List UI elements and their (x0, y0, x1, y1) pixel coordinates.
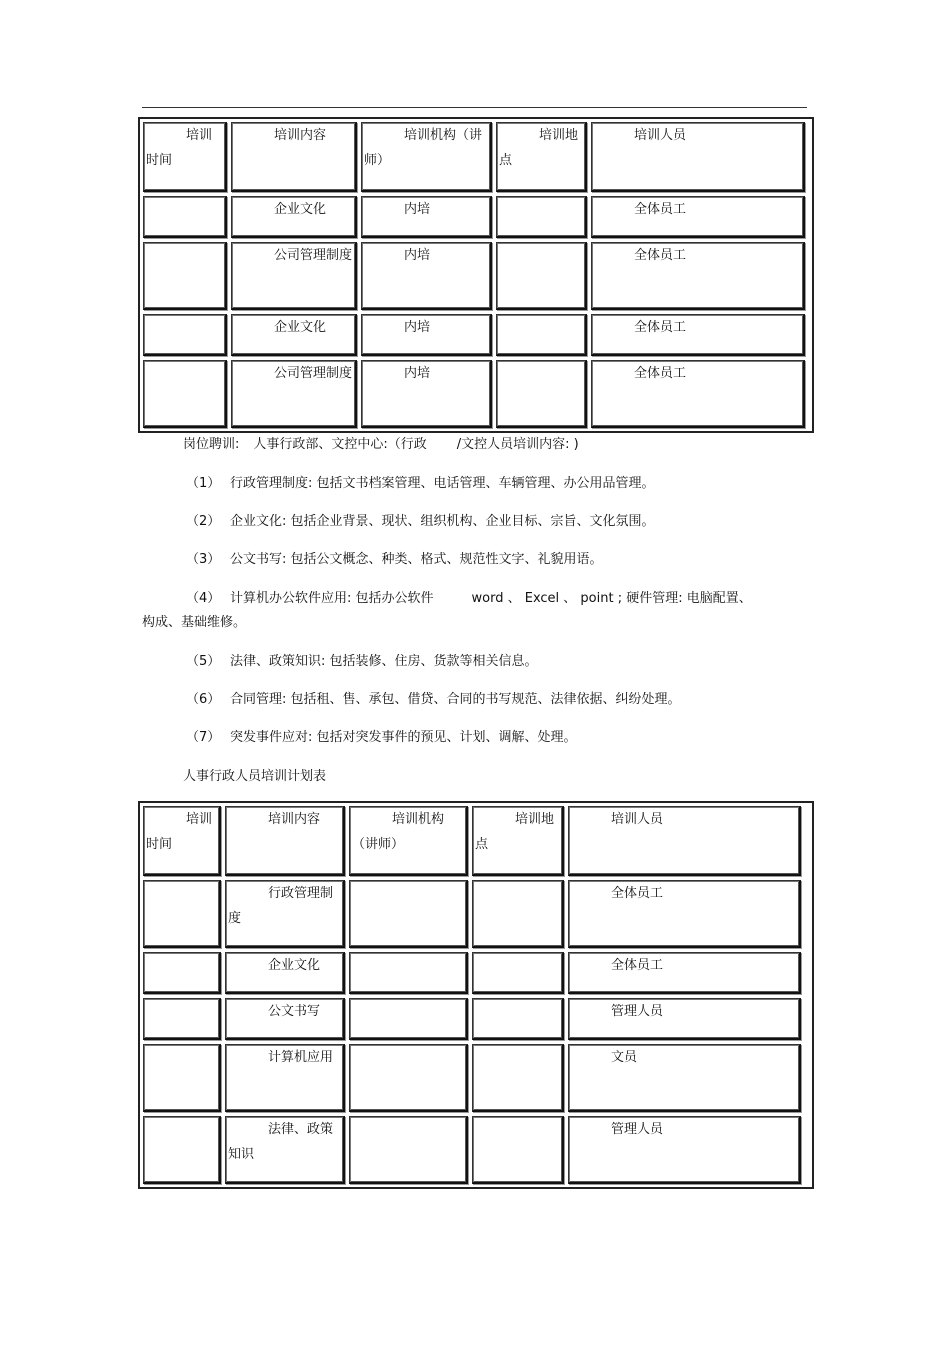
cell-time (143, 242, 227, 310)
header-cell-place: 培训地点 (472, 806, 564, 876)
table-row (141, 358, 811, 430)
cell-staff: 文员 (568, 1044, 801, 1112)
header-cell-org: 培训机构（讲师） (349, 806, 468, 876)
heading-part-b: 人事行政部、文控中心:（行政 (253, 437, 427, 452)
cell-content: 企业文化 (225, 952, 345, 994)
cell-org (349, 880, 468, 948)
top-rule (142, 107, 807, 108)
header-cell-time: 培训时间 (143, 806, 221, 876)
section-heading (183, 433, 579, 457)
header-cell-org: 培训机构（讲师） (361, 122, 492, 192)
header-cell-content: 培训内容 (225, 806, 345, 876)
table-row (141, 312, 811, 358)
header-cell-content: 培训内容 (231, 122, 357, 192)
cell-time (143, 196, 227, 238)
cell-time (143, 1044, 221, 1112)
list-item-number: （7） (186, 730, 221, 745)
cell-staff: 全体员工 (591, 196, 805, 238)
table-row (141, 240, 811, 312)
list-item-text: 行政管理制度: 包括文书档案管理、电话管理、车辆管理、办公用品管理。 (230, 476, 655, 491)
cell-org: 内培 (361, 196, 492, 238)
list-item-text: 合同管理: 包括租、售、承包、借贷、合同的书写规范、法律依据、纠纷处理。 (230, 692, 681, 707)
cell-staff: 管理人员 (568, 1116, 801, 1184)
training-table-1 (138, 117, 814, 433)
cell-staff: 全体员工 (591, 314, 805, 356)
table-header-row (141, 804, 811, 878)
list-item-wrap (142, 611, 246, 635)
list-item (186, 548, 603, 572)
list-item-text: 法律、政策知识: 包括装修、住房、货款等相关信息。 (230, 654, 538, 669)
cell-time (143, 880, 221, 948)
cell-staff: 全体员工 (591, 360, 805, 428)
list-item-text: 企业文化: 包括企业背景、现状、组织机构、企业目标、宗旨、文化氛围。 (230, 514, 655, 529)
cell-org: 内培 (361, 314, 492, 356)
list-item (186, 650, 538, 674)
cell-time (143, 952, 221, 994)
cell-place (472, 1044, 564, 1112)
cell-place (472, 998, 564, 1040)
cell-org (349, 1116, 468, 1184)
heading-part-c: /文控人员培训内容: ) (456, 437, 579, 452)
table-2-title: 人事行政人员培训计划表 (183, 769, 327, 784)
cell-place (496, 196, 587, 238)
table-row (141, 996, 811, 1042)
list-item-text: 计算机办公软件应用: 包括办公软件 (230, 591, 434, 606)
cell-staff: 全体员工 (568, 880, 801, 948)
cell-time (143, 360, 227, 428)
table-row (141, 194, 811, 240)
cell-content: 企业文化 (231, 314, 357, 356)
list-item-text-continued: word 、 Excel 、 point ; 硬件管理: 电脑配置、 (471, 591, 752, 606)
list-item-text: 公文书写: 包括公文概念、种类、格式、规范性文字、礼貌用语。 (230, 552, 603, 567)
cell-org (349, 998, 468, 1040)
cell-place (496, 242, 587, 310)
table-row (141, 1114, 811, 1186)
list-item (186, 587, 752, 611)
cell-content: 公文书写 (225, 998, 345, 1040)
cell-org: 内培 (361, 360, 492, 428)
table-row (141, 1042, 811, 1114)
header-cell-time: 培训时间 (143, 122, 227, 192)
list-item-number: （1） (186, 476, 221, 491)
training-table-2 (138, 801, 814, 1189)
list-item-number: （4） (186, 591, 221, 606)
table-row (141, 950, 811, 996)
list-item (186, 726, 577, 750)
list-item-text: 突发事件应对: 包括对突发事件的预见、计划、调解、处理。 (230, 730, 577, 745)
header-cell-staff: 培训人员 (591, 122, 805, 192)
list-item (186, 510, 655, 534)
cell-place (472, 1116, 564, 1184)
cell-content: 行政管理制度 (225, 880, 345, 948)
heading-part-a: 岗位聘训: (183, 437, 240, 452)
list-item-number: （3） (186, 552, 221, 567)
cell-place (496, 314, 587, 356)
cell-time (143, 314, 227, 356)
cell-org (349, 952, 468, 994)
list-item (186, 472, 655, 496)
cell-staff: 全体员工 (591, 242, 805, 310)
cell-staff: 管理人员 (568, 998, 801, 1040)
cell-place (472, 880, 564, 948)
cell-time (143, 998, 221, 1040)
list-item-number: （5） (186, 654, 221, 669)
cell-content: 法律、政策知识 (225, 1116, 345, 1184)
list-item-number: （2） (186, 514, 221, 529)
list-item-number: （6） (186, 692, 221, 707)
cell-staff: 全体员工 (568, 952, 801, 994)
cell-content: 公司管理制度 (231, 360, 357, 428)
list-item-text-wrap: 构成、基础维修。 (142, 615, 247, 630)
cell-place (472, 952, 564, 994)
cell-org: 内培 (361, 242, 492, 310)
list-item (186, 688, 681, 712)
cell-org (349, 1044, 468, 1112)
cell-content: 计算机应用 (225, 1044, 345, 1112)
header-cell-staff: 培训人员 (568, 806, 801, 876)
header-cell-place: 培训地点 (496, 122, 587, 192)
cell-content: 公司管理制度 (231, 242, 357, 310)
table-row (141, 878, 811, 950)
cell-place (496, 360, 587, 428)
cell-time (143, 1116, 221, 1184)
cell-content: 企业文化 (231, 196, 357, 238)
table-header-row (141, 120, 811, 194)
